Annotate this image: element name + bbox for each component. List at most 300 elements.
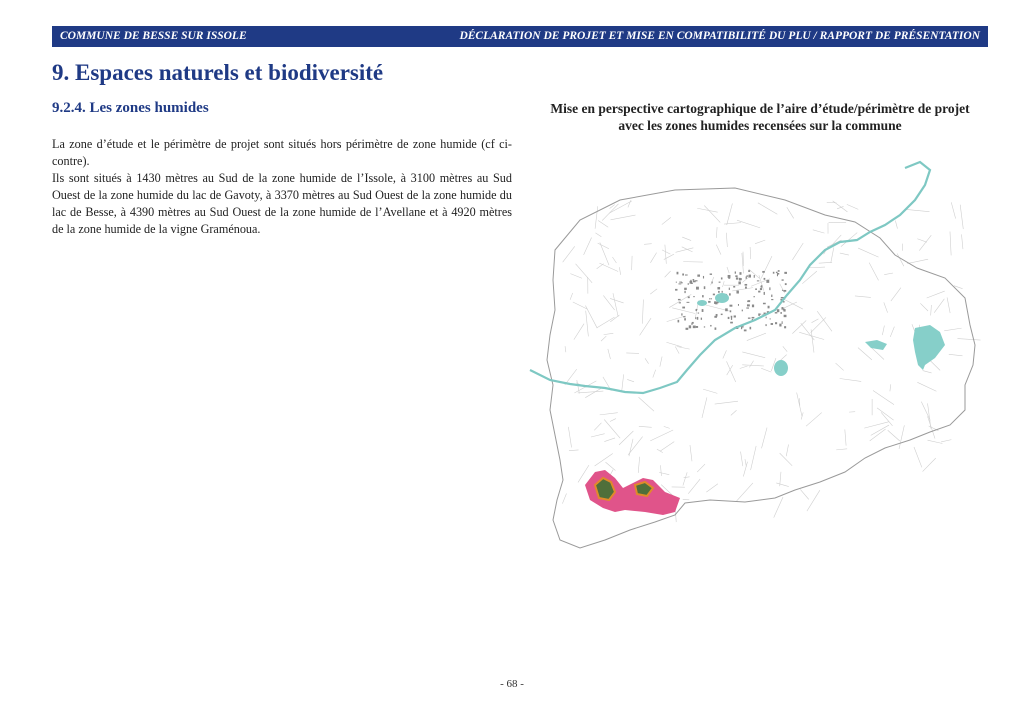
parcel-line: [675, 347, 679, 354]
parcel-line: [934, 299, 944, 313]
parcel-line: [660, 442, 674, 452]
building-mark: [778, 270, 780, 272]
building-mark: [783, 290, 786, 292]
building-mark: [784, 272, 787, 274]
building-mark: [777, 273, 779, 275]
building-mark: [711, 281, 712, 283]
building-mark: [766, 280, 769, 283]
parcel-line: [584, 237, 592, 254]
building-mark: [750, 327, 752, 330]
parcel-line: [711, 277, 714, 285]
parcel-line: [786, 444, 788, 456]
building-mark: [763, 303, 766, 304]
parcel-line: [877, 408, 894, 420]
building-mark: [693, 296, 694, 297]
building-mark: [738, 281, 740, 284]
building-mark: [695, 317, 696, 319]
building-mark: [684, 318, 686, 320]
parcel-line: [650, 253, 656, 263]
section-title: 9. Espaces naturels et biodiversité: [52, 60, 384, 85]
parcel-line: [761, 368, 771, 372]
parcel-line: [598, 243, 609, 249]
building-mark: [771, 299, 773, 300]
parcel-line: [731, 410, 737, 415]
parcel-line: [931, 305, 932, 315]
parcel-line: [639, 397, 654, 411]
building-mark: [690, 280, 691, 282]
building-mark: [742, 310, 743, 312]
building-mark: [745, 284, 748, 286]
wetland-lac-gavoty: [715, 293, 729, 303]
parcel-line: [650, 289, 657, 294]
parcel-line: [716, 245, 721, 255]
building-mark: [744, 329, 747, 331]
parcel-line: [715, 401, 738, 404]
building-mark: [677, 272, 679, 275]
parcel-line: [609, 201, 632, 213]
building-mark: [721, 314, 723, 315]
building-mark: [678, 283, 681, 284]
parcel-line: [600, 413, 618, 415]
parcel-line: [836, 449, 847, 450]
building-mark: [698, 313, 699, 314]
building-mark: [766, 317, 767, 319]
building-mark: [775, 322, 777, 324]
building-mark: [715, 302, 717, 305]
parcel-line: [727, 203, 733, 225]
parcel-line: [627, 379, 634, 381]
parcel-line: [676, 248, 694, 253]
parcel-line: [732, 288, 753, 291]
building-mark: [784, 326, 786, 328]
building-mark: [708, 301, 710, 303]
building-mark: [753, 296, 755, 297]
parcel-line: [665, 271, 671, 277]
building-mark: [776, 272, 778, 273]
parcel-line: [660, 465, 661, 476]
building-mark: [731, 317, 732, 320]
parcel-line: [622, 374, 624, 391]
parcel-line: [688, 479, 700, 494]
building-mark: [765, 324, 766, 326]
parcel-line: [664, 426, 670, 428]
wetland-avellane: [865, 340, 887, 350]
parcel-line: [899, 425, 904, 449]
building-mark: [675, 289, 677, 291]
parcel-line: [706, 484, 718, 492]
parcel-line: [570, 293, 573, 300]
building-mark: [702, 309, 704, 312]
parcel-line: [747, 333, 766, 340]
parcel-line: [797, 393, 802, 417]
parcel-line: [723, 281, 725, 287]
building-mark: [746, 276, 747, 278]
parcel-line: [568, 427, 571, 448]
parcel-line: [563, 246, 575, 262]
parcel-line: [704, 205, 720, 222]
parcel-line: [914, 447, 922, 467]
parcel-line: [664, 254, 674, 259]
building-mark: [679, 302, 681, 303]
parcel-line: [737, 220, 760, 228]
building-mark: [686, 328, 689, 330]
parcel-line: [811, 329, 814, 352]
building-mark: [735, 275, 737, 277]
parcel-line: [840, 378, 862, 381]
building-mark: [684, 288, 687, 290]
parcel-line: [667, 316, 686, 322]
parcel-line: [690, 445, 692, 461]
parcel-line: [642, 300, 643, 324]
parcel-line: [800, 489, 808, 499]
parcel-line: [807, 490, 820, 511]
parcel-line: [762, 428, 768, 449]
building-mark: [687, 302, 690, 303]
parcel-line: [858, 248, 878, 257]
building-mark: [739, 278, 741, 280]
parcel-line: [736, 483, 753, 501]
building-mark: [748, 300, 750, 301]
parcel-line: [562, 494, 566, 504]
building-mark: [741, 326, 742, 329]
parcel-line: [605, 462, 615, 470]
parcel-line: [749, 361, 753, 368]
building-mark: [713, 294, 715, 296]
building-mark: [764, 292, 765, 295]
body-text: [52, 136, 512, 238]
building-mark: [775, 312, 778, 313]
parcel-line: [783, 346, 787, 351]
parcel-line: [594, 423, 601, 430]
building-mark: [689, 325, 691, 328]
parcel-line: [702, 397, 707, 417]
building-mark: [735, 271, 736, 273]
parcel-line: [742, 365, 764, 366]
parcel-line: [923, 458, 936, 471]
header-bar: [52, 26, 988, 47]
parcel-line: [683, 472, 687, 485]
building-mark: [682, 307, 685, 309]
parcel-line: [727, 361, 736, 382]
parcel-line: [591, 434, 605, 437]
parcel-line: [917, 382, 936, 391]
building-mark: [678, 320, 680, 323]
parcel-line: [602, 204, 618, 221]
building-mark: [755, 288, 757, 290]
building-mark: [693, 281, 696, 283]
parcel-line: [610, 315, 619, 322]
parcel-line: [601, 336, 606, 341]
parcel-line: [653, 370, 656, 378]
building-mark: [679, 282, 682, 283]
parcel-line: [888, 430, 900, 441]
parcel-line: [662, 250, 670, 254]
parcel-line: [726, 233, 727, 247]
building-mark: [693, 279, 695, 280]
parcel-line: [845, 429, 846, 445]
parcel-line: [923, 371, 932, 373]
parcel-line: [780, 453, 793, 466]
parcel-line: [604, 333, 614, 334]
parcel-line: [847, 204, 858, 209]
parcel-line: [806, 413, 822, 427]
wetlands-map: [525, 160, 995, 580]
building-mark: [725, 308, 728, 311]
parcel-line: [855, 296, 871, 297]
parcel-line: [921, 402, 930, 421]
building-mark: [676, 282, 677, 283]
parcel-line: [836, 363, 844, 370]
parcel-line: [810, 267, 825, 268]
parcel-line: [662, 217, 671, 224]
subsection-title: 9.2.4. Les zones humides: [52, 100, 209, 116]
building-mark: [719, 282, 721, 283]
building-mark: [731, 316, 733, 318]
parcel-line: [650, 430, 673, 441]
parcel-line: [819, 262, 832, 263]
parcel-line: [812, 319, 819, 323]
parcel-line: [586, 311, 589, 337]
building-mark: [696, 326, 698, 328]
wetland-lac-de-besse: [774, 360, 788, 376]
parcel-line: [869, 263, 878, 281]
building-mark: [682, 273, 684, 275]
parcel-line: [750, 247, 751, 259]
building-mark: [683, 316, 685, 317]
building-mark: [722, 291, 723, 293]
building-mark: [748, 318, 751, 319]
parcel-line: [891, 288, 901, 301]
parcel-line: [597, 264, 604, 269]
parcel-line: [743, 252, 744, 266]
parcel-line: [611, 215, 636, 220]
building-mark: [745, 287, 747, 289]
parcel-line: [595, 206, 598, 228]
parcel-line: [920, 303, 928, 311]
parcel-line: [781, 302, 797, 309]
parcel-line: [716, 227, 717, 238]
paragraph-1: La zone d’étude et le périmètre de projet sont situés hors périmètre de zone humide (cf ci-contre).: [52, 137, 512, 168]
parcel-line: [619, 431, 633, 445]
parcel-line: [669, 294, 691, 307]
parcel-line: [723, 350, 727, 358]
building-mark: [777, 309, 780, 312]
parcel-line: [858, 348, 872, 360]
building-mark: [746, 275, 748, 276]
building-mark: [685, 274, 688, 275]
parcel-line: [962, 234, 963, 249]
parcel-line: [677, 346, 690, 349]
building-mark: [684, 291, 685, 293]
parcel-line: [871, 425, 889, 435]
parcel-line: [608, 349, 611, 359]
building-mark: [785, 283, 787, 285]
parcel-line: [813, 230, 825, 233]
building-mark: [710, 273, 712, 274]
building-mark: [771, 295, 772, 297]
parcel-line: [941, 440, 951, 442]
building-mark: [782, 321, 783, 324]
building-mark: [782, 290, 783, 291]
building-mark: [762, 271, 765, 273]
parcel-line: [890, 384, 891, 391]
parcel-line: [758, 203, 777, 214]
building-mark: [709, 298, 710, 299]
building-mark: [760, 288, 762, 290]
building-mark: [749, 275, 751, 278]
parcel-line: [703, 389, 717, 393]
building-mark: [729, 288, 730, 290]
building-mark: [710, 325, 711, 327]
building-mark: [746, 307, 749, 308]
building-mark: [730, 322, 733, 324]
building-mark: [718, 291, 720, 293]
parcel-line: [612, 257, 616, 263]
building-mark: [693, 326, 696, 329]
parcel-line: [645, 358, 649, 363]
building-mark: [681, 313, 682, 315]
building-mark: [738, 304, 739, 306]
parcel-line: [927, 291, 945, 298]
parcel-line: [660, 357, 662, 367]
building-mark: [678, 299, 681, 300]
building-mark: [773, 272, 775, 274]
parcel-line: [682, 237, 691, 240]
parcel-line: [917, 239, 927, 242]
building-mark: [760, 286, 761, 288]
building-mark: [729, 293, 731, 295]
parcel-line: [610, 419, 616, 422]
parcel-line: [755, 240, 765, 244]
parcel-line: [644, 244, 652, 245]
parcel-line: [638, 457, 639, 473]
building-mark: [757, 280, 759, 281]
building-mark: [754, 275, 755, 278]
map-title-line-2: avec les zones humides recensées sur la commune: [618, 118, 902, 133]
building-mark: [734, 315, 736, 317]
building-mark: [716, 314, 718, 317]
parcel-line: [639, 426, 652, 427]
parcel-line: [831, 247, 834, 262]
parcel-line: [884, 273, 893, 275]
parcel-line: [742, 352, 765, 358]
parcel-line: [724, 223, 741, 224]
building-mark: [729, 305, 732, 307]
building-mark: [704, 286, 706, 289]
parcel-line: [697, 464, 705, 472]
building-mark: [691, 323, 692, 325]
parcel-line: [684, 477, 690, 478]
map-title: [520, 100, 1000, 134]
building-mark: [780, 312, 781, 314]
building-mark: [758, 291, 760, 293]
parcel-line: [751, 446, 757, 470]
building-mark: [721, 277, 723, 279]
wetland-areas: [697, 293, 945, 376]
building-mark: [758, 313, 760, 315]
parcel-line: [574, 324, 584, 340]
parcel-line: [682, 247, 693, 252]
parcel-line: [640, 318, 651, 335]
building-mark: [688, 283, 689, 285]
parcel-line: [761, 256, 772, 278]
parcel-line: [949, 354, 963, 356]
parcel-line: [666, 342, 681, 347]
parcel-line: [659, 472, 669, 474]
building-mark: [711, 298, 712, 299]
building-mark: [696, 287, 699, 290]
parcel-line: [610, 298, 624, 302]
parcel-line: [840, 253, 849, 255]
parcel-line: [905, 209, 930, 211]
parcel-line: [578, 391, 604, 393]
map-title-line-1: Mise en perspective cartographique de l’aire d’étude/périmètre de projet: [550, 101, 970, 116]
building-mark: [691, 283, 693, 284]
building-mark: [764, 278, 766, 280]
parcel-line: [951, 202, 955, 218]
building-mark: [752, 317, 755, 319]
parcel-line: [619, 267, 620, 275]
parcel-line: [628, 200, 631, 207]
parcel-line: [743, 462, 747, 477]
building-mark: [736, 291, 738, 294]
building-mark: [717, 287, 720, 289]
parcel-line: [565, 346, 566, 352]
parcel-line: [774, 497, 783, 518]
page-number: - 68 -: [500, 678, 524, 690]
building-mark: [701, 318, 702, 320]
parcel-line: [882, 326, 884, 335]
building-mark: [783, 309, 785, 311]
header-document-title: DÉCLARATION DE PROJET ET MISE EN COMPATIBILITÉ DU PLU / RAPPORT DE PRÉSENTATION: [459, 30, 980, 42]
parcel-line: [569, 450, 579, 451]
parcel-line: [595, 454, 613, 466]
parcel-line: [578, 465, 589, 482]
wetland-vigne-gramenoua: [913, 325, 945, 370]
parcel-line: [604, 438, 615, 442]
building-mark: [704, 326, 705, 327]
parcel-line: [613, 293, 618, 316]
parcel-line: [604, 419, 620, 438]
parcel-line: [672, 308, 695, 314]
parcel-line: [741, 452, 743, 467]
parcel-line: [928, 440, 943, 443]
parcel-line: [950, 231, 951, 255]
building-mark: [730, 310, 732, 312]
paragraph-2: Ils sont situés à 1430 mètres au Sud de la zone humide de l’Issole, à 3100 mètres au Sud Ouest de la zone humide du lac de Gavoty, à 3370 mètres au Sud Ouest de la zone humide du lac de Besse, à 4390 mètres au Sud Ouest de la zone humide de l’Avellane et à 4920 mètres de la zone humide de la vigne Graménoua.: [52, 171, 512, 236]
building-mark: [770, 318, 771, 319]
building-mark: [747, 304, 750, 306]
parcel-line: [919, 235, 931, 250]
parcel-line: [595, 233, 601, 237]
building-mark: [728, 275, 731, 278]
parcel-line: [570, 274, 582, 279]
parcel-line: [740, 366, 748, 368]
building-mark: [768, 306, 770, 309]
building-mark: [733, 286, 735, 288]
parcel-line: [881, 412, 892, 426]
building-mark: [736, 277, 738, 279]
parcel-line: [947, 297, 950, 313]
parcel-line: [792, 243, 803, 260]
parcel-line: [890, 327, 894, 337]
parcel-line: [628, 437, 643, 455]
parcel-line: [784, 299, 803, 309]
building-mark: [688, 296, 690, 298]
building-mark: [728, 317, 730, 319]
parcel-line: [787, 207, 794, 218]
parcel-line: [597, 317, 615, 328]
